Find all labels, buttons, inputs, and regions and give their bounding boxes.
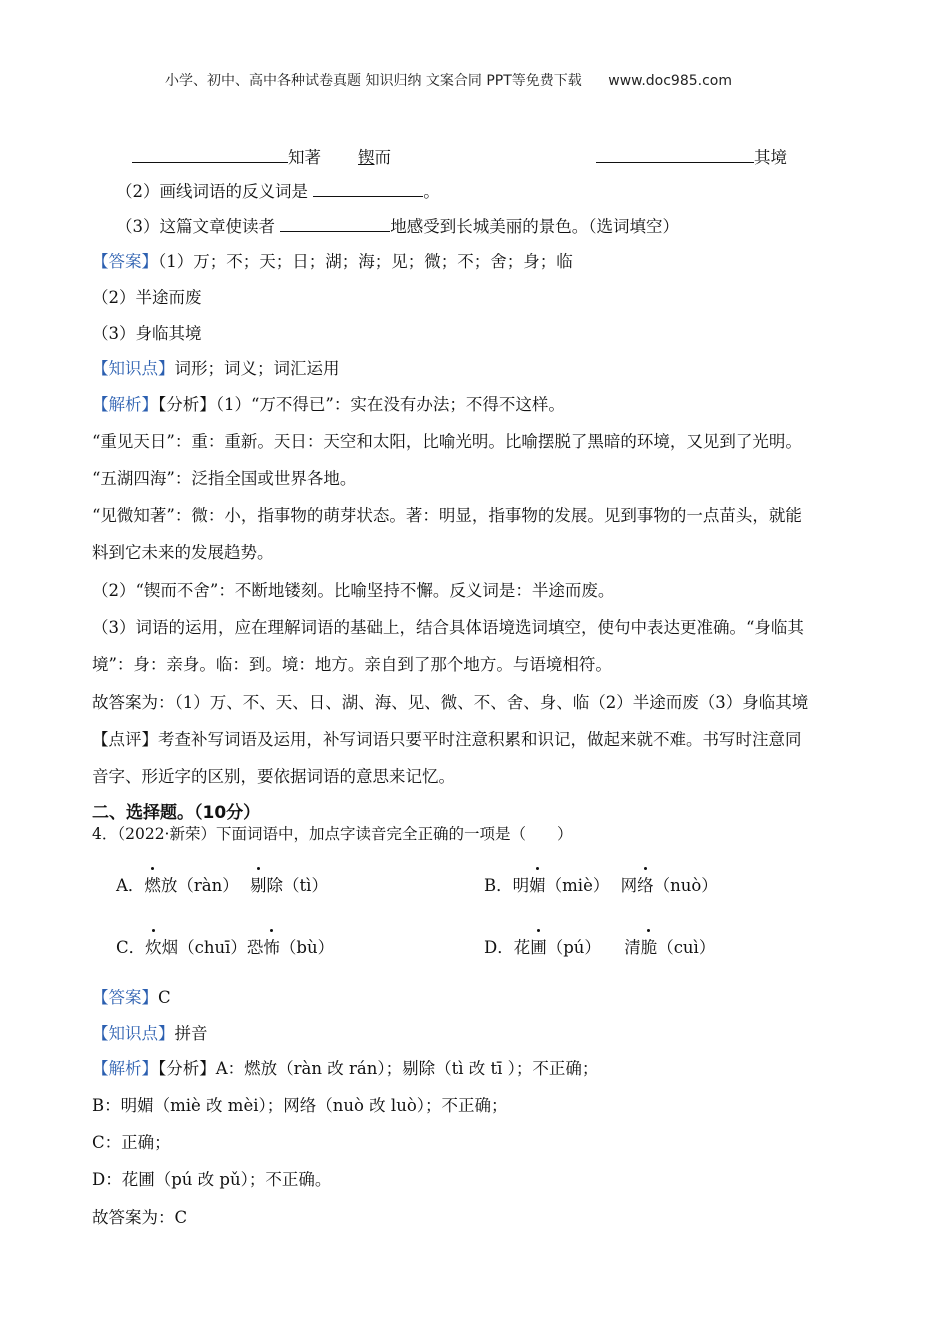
knowledge-point-4 xyxy=(92,1020,208,1044)
q3-text: （3）这篇文章使读者 xyxy=(116,217,281,236)
analysis-line: 【点评】考查补写词语及运用，补写词语只要平时注意积累和识记，做起来就不难。书写时注意同 xyxy=(92,730,802,749)
analysis-line: 音字、形近字的区别，要依据词语的意思来记忆。 xyxy=(92,767,455,786)
answer-1-line-3: （3）身临其境 xyxy=(92,324,202,343)
answer-1-line-2: （2）半途而废 xyxy=(92,288,202,307)
analysis-4-first xyxy=(92,1055,598,1079)
answer-1-line-1 xyxy=(92,248,573,272)
option-a-word1: 放（ràn） xyxy=(160,876,239,895)
analysis-line: （3）词语的运用，应在理解词语的基础上，结合具体语境选词填空，使句中表达更准确。“身临其 xyxy=(92,618,804,637)
answer-text: （1）万；不；天；日；湖；海；见；微；不；舍；身；临 xyxy=(158,252,573,271)
q2-blank xyxy=(313,182,423,197)
kp-text: 词形；词义；词汇运用 xyxy=(174,359,340,378)
fill-item-2-head: 锲 xyxy=(358,148,375,167)
option-d-label: D． xyxy=(484,938,514,957)
analysis-line: 故答案为：（1）万、不、天、日、湖、海、见、微、不、舍、身、临（2）半途而废（3）身临其境 xyxy=(92,693,809,712)
option-b-word2: （nuò） xyxy=(653,876,718,895)
option-c-word2-pre: 恐 xyxy=(246,938,264,957)
option-d xyxy=(484,934,715,958)
dotted-char: 燃 xyxy=(144,872,161,896)
analysis-first-text: 【分析】A：燃放（ràn 改 rán）；剔除（tì 改 tī ）；不正确； xyxy=(158,1059,599,1078)
analysis-line: “重见天日”：重：重新。天日：天空和太阳，比喻光明。比喻摆脱了黑暗的环境，又见到了光明。 xyxy=(92,432,802,451)
q3-blank xyxy=(280,217,390,232)
question-2 xyxy=(116,178,440,202)
analysis-4-line: D：花圃（pú 改 pǔ）；不正确。 xyxy=(92,1170,332,1189)
answer-blank-1 xyxy=(132,148,288,163)
option-b-word1-pre: 明 xyxy=(512,876,530,895)
answer-value: C xyxy=(158,988,171,1007)
analysis-line: “五湖四海”：泛指全国或世界各地。 xyxy=(92,469,357,488)
option-c-word2: （bù） xyxy=(279,938,335,957)
page-header xyxy=(165,70,732,90)
option-b-word1: （miè） xyxy=(545,876,610,895)
option-c-label: C． xyxy=(116,938,146,957)
option-a-word2: 除（tì） xyxy=(266,876,328,895)
option-d-word1: （pú） xyxy=(546,938,601,957)
dotted-char: 圃 xyxy=(530,934,547,958)
option-d-word1-pre: 花 xyxy=(513,938,531,957)
option-d-word2-pre: 清 xyxy=(624,938,641,957)
analysis-4-line: 故答案为：C xyxy=(92,1208,188,1227)
option-d-word2: （cuì） xyxy=(657,938,716,957)
analysis-4-line: C：正确； xyxy=(92,1133,171,1152)
option-a-label: A． xyxy=(116,876,145,895)
q2-text: （2）画线词语的反义词是 xyxy=(116,182,314,201)
fill-item-2-tail: 而 xyxy=(374,148,391,167)
analysis-4-line: B：明媚（miè 改 mèi）；网络（nuò 改 luò）；不正确； xyxy=(92,1096,508,1115)
kp-text: 拼音 xyxy=(174,1024,208,1043)
analysis-tag: 【解析】 xyxy=(92,395,158,414)
answer-4 xyxy=(92,984,171,1008)
option-b xyxy=(484,872,718,896)
q2-end: 。 xyxy=(423,182,440,201)
dotted-char: 剔 xyxy=(250,872,267,896)
dotted-char: 脆 xyxy=(641,934,658,958)
analysis-first-text: 【分析】（1）“万不得已”：实在没有办法；不得不这样。 xyxy=(158,395,565,414)
answer-blank-3 xyxy=(596,148,754,163)
fill-item-1-tail: 知著 xyxy=(288,148,321,167)
question-3 xyxy=(116,213,679,237)
dotted-char: 怖 xyxy=(263,934,280,958)
knowledge-point-1 xyxy=(92,355,340,379)
kp-tag: 【知识点】 xyxy=(92,1024,175,1043)
kp-tag: 【知识点】 xyxy=(92,359,175,378)
dotted-char: 络 xyxy=(637,872,654,896)
option-c-word1: 烟（chuī） xyxy=(161,938,247,957)
analysis-line: 境”：身：亲身。临：到。境：地方。亲自到了那个地方。与语境相符。 xyxy=(92,655,612,674)
analysis-line: “见微知著”：微：小，指事物的萌芽状态。著：明显，指事物的发展。见到事物的一点苗头，就能 xyxy=(92,506,802,525)
q3-end: 地感受到长城美丽的景色。（选词填空） xyxy=(390,217,679,236)
fill-item-3 xyxy=(596,144,787,168)
analysis-line: （2）“锲而不舍”：不断地镂刻。比喻坚持不懈。反义词是：半途而废。 xyxy=(92,581,615,600)
dotted-char: 炊 xyxy=(145,934,162,958)
option-b-word2-pre: 网 xyxy=(620,876,638,895)
fill-row xyxy=(132,144,321,168)
question-4-stem: 4．（2022·新荣）下面词语中，加点字读音完全正确的一项是（ ） xyxy=(92,825,573,843)
fill-item-3-tail: 其境 xyxy=(754,148,787,167)
header-text: 小学、初中、高中各种试卷真题 知识归纳 文案合同 PPT等免费下载 xyxy=(165,73,582,89)
analysis-line: 料到它未来的发展趋势。 xyxy=(92,543,274,562)
option-b-label: B． xyxy=(484,876,513,895)
section-title: 二、选择题。（10分） xyxy=(92,803,261,823)
fill-item-2 xyxy=(358,144,391,168)
option-c xyxy=(116,934,334,958)
answer-tag: 【答案】 xyxy=(92,988,158,1007)
option-a xyxy=(116,872,328,896)
header-url: www.doc985.com xyxy=(608,73,732,89)
analysis-1-first xyxy=(92,391,565,415)
dotted-char: 媚 xyxy=(529,872,546,896)
analysis-tag: 【解析】 xyxy=(92,1059,158,1078)
answer-tag: 【答案】 xyxy=(92,252,158,271)
